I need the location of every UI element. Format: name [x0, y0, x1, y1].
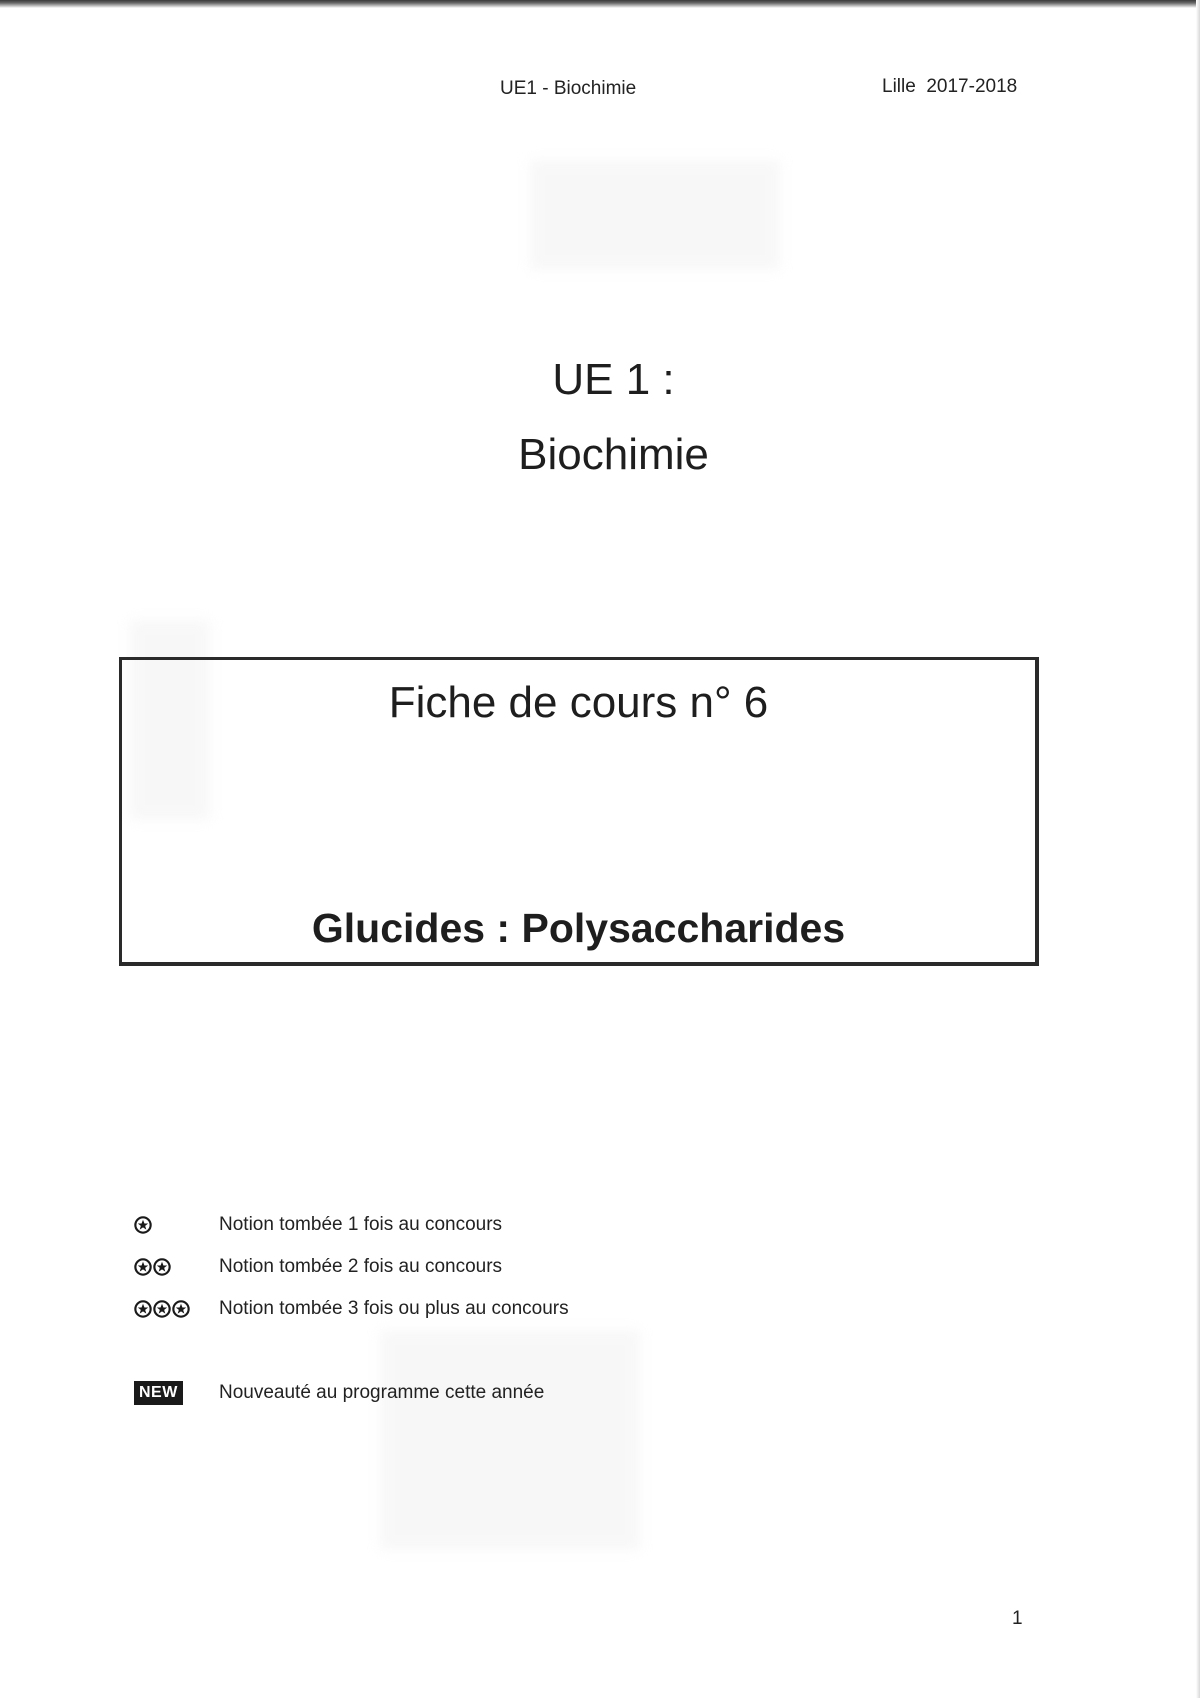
legend-item	[134, 1256, 834, 1286]
legend-text: Notion tombée 3 fois ou plus au concours	[219, 1298, 569, 1319]
course-title-box	[119, 657, 1039, 966]
scan-right-edge	[1196, 0, 1200, 1698]
header-course: UE1 - Biochimie	[500, 78, 637, 99]
star-icon	[134, 1258, 152, 1276]
legend-text: Notion tombée 2 fois au concours	[219, 1256, 503, 1277]
ue-title: UE 1 :	[552, 355, 675, 404]
bleed-through	[530, 160, 780, 270]
legend-item	[134, 1214, 834, 1244]
legend-symbol-three-stars	[134, 1300, 190, 1318]
new-badge: NEW	[134, 1381, 183, 1405]
legend-text: Notion tombée 1 fois au concours	[219, 1214, 503, 1235]
star-icon	[134, 1216, 152, 1234]
legend-item	[134, 1298, 834, 1328]
legend-text: Nouveauté au programme cette année	[219, 1382, 545, 1403]
legend-symbol-two-stars	[134, 1258, 171, 1276]
header-location-year: Lille 2017-2018	[882, 76, 1018, 97]
chapter-title: Glucides : Polysaccharides	[311, 905, 846, 951]
star-icon	[134, 1300, 152, 1318]
legend-symbol-one-star	[134, 1216, 152, 1234]
bleed-through	[380, 1330, 640, 1550]
legend-item	[134, 1382, 834, 1412]
scan-top-edge	[0, 0, 1200, 8]
star-icon	[153, 1300, 171, 1318]
star-icon	[153, 1258, 171, 1276]
star-icon	[172, 1300, 190, 1318]
page-number: 1	[1012, 1608, 1023, 1629]
subject-title: Biochimie	[518, 430, 709, 479]
fiche-title: Fiche de cours n° 6	[388, 678, 769, 727]
legend-symbol-new	[134, 1381, 183, 1405]
